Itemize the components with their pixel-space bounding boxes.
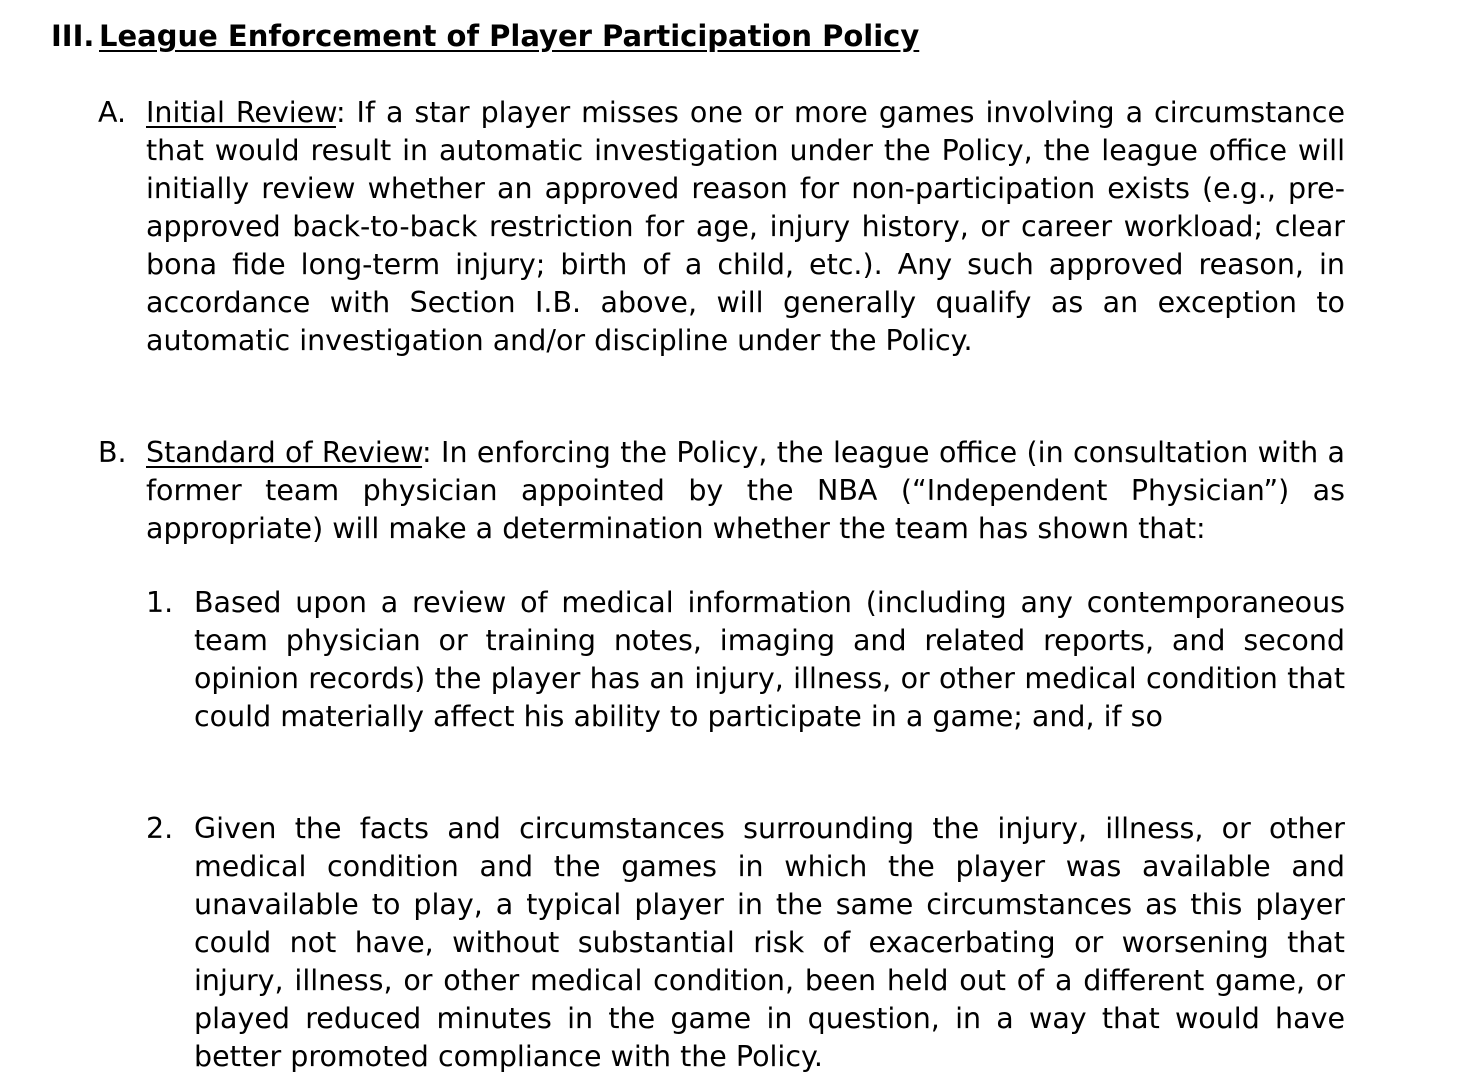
subsection-initial-review (98, 94, 1345, 360)
subsection-body: : In enforcing the Policy, the league office (in consultation with a former team physician appointed by the NBA (“Independent Physician”) as appropriate) will make a determination whether the team has shown that: (146, 436, 1345, 545)
numbered-item-1 (146, 584, 1345, 736)
numbered-item-text: Based upon a review of medical information (including any contemporaneous team physician or training notes, imaging and related reports, and second opinion records) the player has an injury, illness, or other medical condition that could materially affect his ability to participate in a game; and, if so (194, 586, 1345, 733)
subsection-marker: A. (98, 96, 127, 129)
subsection-standard-of-review (98, 434, 1345, 548)
section-title: League Enforcement of Player Participation Policy (99, 19, 920, 53)
subsection-marker: B. (98, 436, 127, 469)
numbered-item-text: Given the facts and circumstances surrounding the injury, illness, or other medical condition and the games in which the player was available and unavailable to play, a typical player in the same circumstances as this player could not have, without substantial risk of exacerbating or worsening that injury, illness, or other medical condition, been held out of a different game, or played reduced minutes in the game in question, in a way that would have better promoted compliance with the Policy. (194, 812, 1345, 1073)
numbered-item-marker: 2. (146, 812, 174, 845)
subsection-body: : If a star player misses one or more games involving a circumstance that would result in automatic investigation under the Policy, the league office will initially review whether an approved reason for non-participation exists (e.g., pre-approved back-to-back restriction for age, injury history, or career workload; clear bona fide long-term injury; birth of a child, etc.). Any such approved reason, in accordance with Section I.B. above, will generally qualify as an exception to automatic investigation and/or discipline under the Policy. (146, 96, 1345, 357)
section-number: III. (51, 19, 95, 53)
numbered-item-2 (146, 810, 1345, 1076)
subsection-text (146, 94, 1345, 360)
subsection-lead-term: Initial Review (146, 96, 336, 129)
section-heading (51, 16, 919, 56)
subsection-lead-term: Standard of Review (146, 436, 423, 469)
subsection-text (146, 434, 1345, 548)
numbered-item-marker: 1. (146, 586, 174, 619)
